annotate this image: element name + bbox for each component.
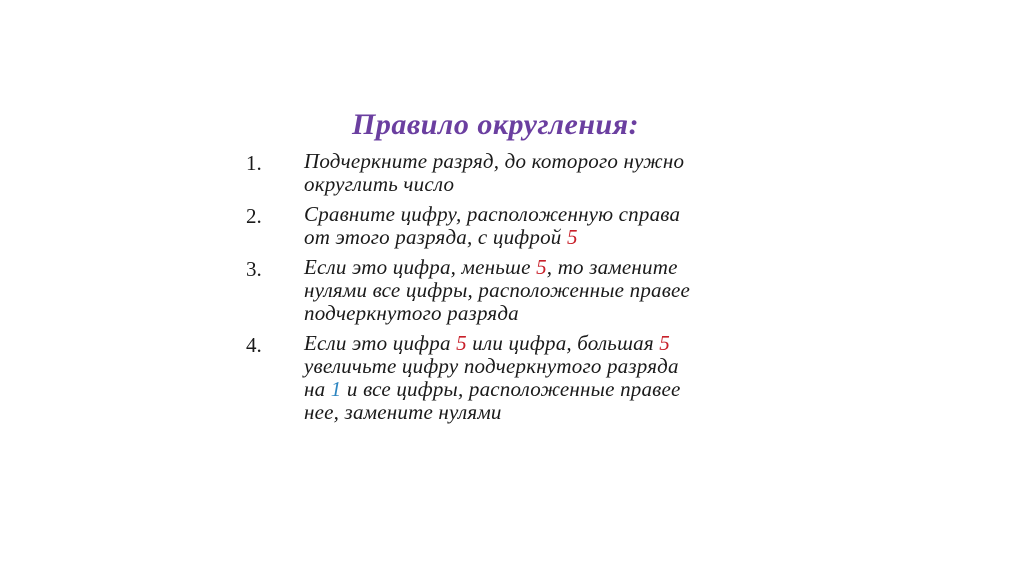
rule-text-segment: нулями все цифры, расположенные правее bbox=[304, 278, 691, 302]
rule-line bbox=[304, 378, 681, 401]
highlighted-digit: 5 bbox=[566, 225, 578, 249]
rule-text bbox=[304, 256, 690, 325]
rule-line bbox=[304, 203, 680, 226]
rule-text-segment: нее, замените нулями bbox=[304, 400, 502, 424]
rule-text-segment: на bbox=[304, 377, 331, 401]
highlighted-digit: 1 bbox=[330, 377, 342, 401]
rule-item bbox=[246, 150, 806, 196]
rule-item bbox=[246, 203, 806, 249]
rule-line bbox=[304, 355, 681, 378]
highlighted-digit: 5 bbox=[456, 331, 467, 355]
rule-text bbox=[304, 332, 681, 424]
rule-text-segment: и все цифры, расположенные правее bbox=[341, 377, 681, 401]
rule-line bbox=[304, 332, 681, 355]
rule-text-segment: , то замените bbox=[546, 255, 678, 279]
rule-line bbox=[304, 401, 681, 424]
rule-number: 3. bbox=[246, 257, 262, 281]
rule-list bbox=[246, 150, 806, 431]
rule-number: 1. bbox=[246, 151, 262, 175]
rule-text-segment: увеличьте цифру подчеркнутого разряда bbox=[304, 354, 679, 378]
rule-line bbox=[304, 256, 690, 279]
rule-text bbox=[304, 203, 680, 249]
page-title: Правило округления: bbox=[352, 108, 640, 141]
rule-line bbox=[304, 150, 684, 173]
rule-text-segment: Сравните цифру, расположенную справа bbox=[304, 202, 681, 226]
rule-item bbox=[246, 332, 806, 424]
rule-text-segment: подчеркнутого разряда bbox=[304, 301, 519, 325]
rule-text-segment: округлить число bbox=[304, 172, 455, 196]
rule-text bbox=[304, 150, 684, 196]
rule-text-segment: или цифра, большая bbox=[466, 331, 660, 355]
rule-text-segment: от этого разряда, с цифрой bbox=[304, 225, 567, 249]
rule-line bbox=[304, 279, 690, 302]
rule-number: 2. bbox=[246, 204, 262, 228]
rule-number: 4. bbox=[246, 333, 262, 357]
rule-text-segment: Если это цифра bbox=[304, 331, 457, 355]
highlighted-digit: 5 bbox=[659, 331, 670, 355]
rule-line bbox=[304, 226, 680, 249]
rule-line bbox=[304, 302, 690, 325]
rule-text-segment: Если это цифра, меньше bbox=[304, 255, 537, 279]
highlighted-digit: 5 bbox=[536, 255, 547, 279]
rule-line bbox=[304, 173, 684, 196]
rule-item bbox=[246, 256, 806, 325]
rule-text-segment: Подчеркните разряд, до которого нужно bbox=[304, 149, 685, 173]
